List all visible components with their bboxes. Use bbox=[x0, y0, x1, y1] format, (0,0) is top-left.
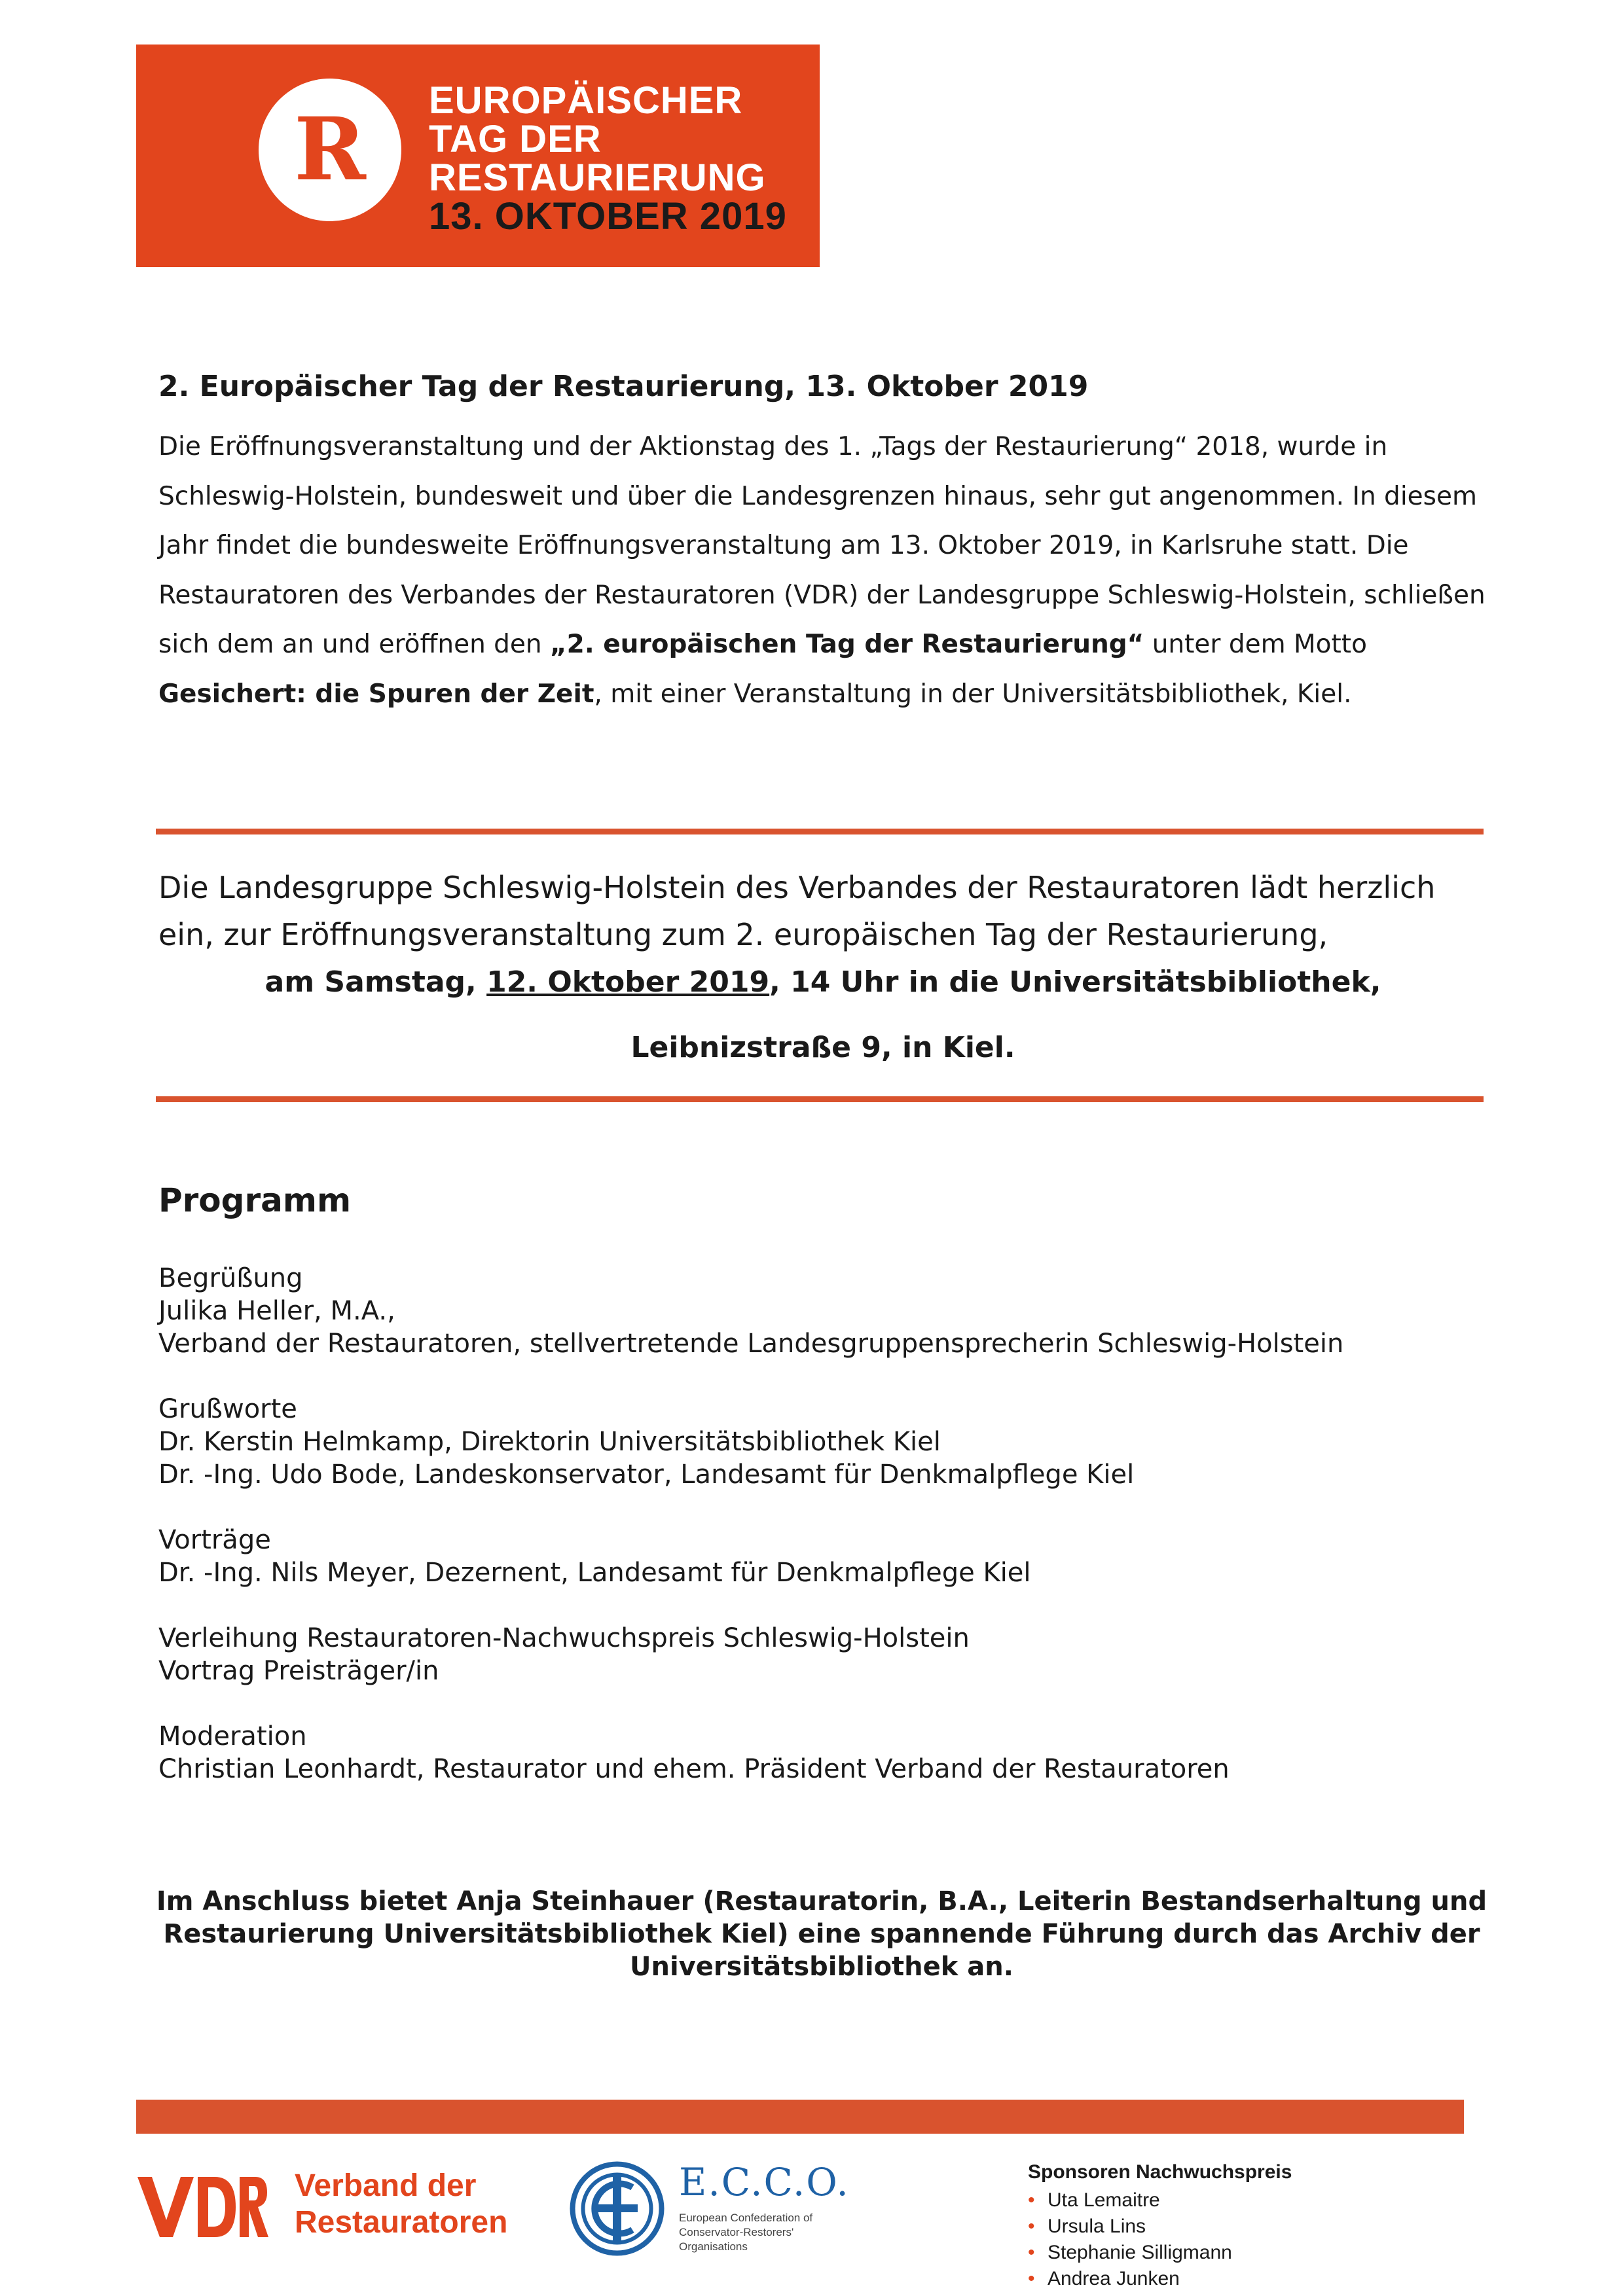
invitation-date: 12. Oktober 2019 bbox=[486, 965, 770, 999]
vdr-logo bbox=[137, 2174, 268, 2240]
intro-text-2: unter dem Motto bbox=[1144, 630, 1367, 659]
banner-line-2: TAG DER bbox=[429, 118, 602, 160]
vdr-name-line-2: Restauratoren bbox=[295, 2205, 508, 2240]
intro-text-3: , mit einer Veranstaltung in der Universitätsbibliothek, Kiel. bbox=[594, 679, 1352, 709]
ecco-subtitle-line: Conservator-Restorers' bbox=[679, 2226, 794, 2238]
sponsor-item: • Andrea Junken bbox=[1028, 2266, 1232, 2292]
intro-paragraph bbox=[158, 422, 1494, 719]
programm-line: Vortrag Preisträger/in bbox=[158, 1656, 439, 1686]
ecco-subtitle bbox=[679, 2211, 812, 2254]
intro-heading: 2. Europäischer Tag der Restaurierung, 13. Oktober 2019 bbox=[158, 370, 1089, 403]
programm-line: Christian Leonhardt, Restaurator und ehem. Präsident Verband der Restauratoren bbox=[158, 1754, 1230, 1784]
programm-line: Dr. -Ing. Nils Meyer, Dezernent, Landesamt für Denkmalpflege Kiel bbox=[158, 1558, 1031, 1588]
divider-top bbox=[156, 829, 1484, 834]
sponsor-item: • Stephanie Silligmann bbox=[1028, 2240, 1232, 2266]
programm-group-moderation bbox=[158, 1720, 1343, 1785]
ecco-subtitle-line: Organisations bbox=[679, 2240, 748, 2253]
programm-group-verleihung bbox=[158, 1622, 1343, 1687]
vdr-name bbox=[295, 2168, 507, 2241]
logo-letter: R bbox=[294, 99, 366, 200]
sponsors-list bbox=[1028, 2187, 1232, 2292]
programm-line: Dr. -Ing. Udo Bode, Landeskonservator, Landesamt für Denkmalpflege Kiel bbox=[158, 1460, 1135, 1490]
programm-group-grussworte bbox=[158, 1393, 1343, 1491]
footer-bar bbox=[136, 2100, 1464, 2134]
banner-line-1: EUROPÄISCHER bbox=[429, 79, 743, 122]
programm-heading: Programm bbox=[158, 1181, 352, 1219]
divider-bottom bbox=[156, 1096, 1484, 1102]
invitation-text: Die Landesgruppe Schleswig-Holstein des Verbandes der Restauratoren lädt herzlich ein, zur Eröffnungsveranstaltung zum 2. europäischen Tag der Restaurierung, bbox=[158, 870, 1436, 952]
invitation-address: Leibnizstraße 9, in Kiel. bbox=[630, 1031, 1015, 1064]
invitation-date-prefix: am Samstag, bbox=[264, 965, 487, 999]
programm-line: Julika Heller, M.A., bbox=[158, 1296, 395, 1326]
sponsors-title: Sponsoren Nachwuchspreis bbox=[1028, 2161, 1292, 2183]
intro-bold-title: „2. europäischen Tag der Restaurierung“ bbox=[550, 630, 1144, 659]
programm-line: Moderation bbox=[158, 1721, 307, 1751]
ecco-name: E.C.C.O. bbox=[679, 2160, 850, 2204]
vdr-name-line-1: Verband der bbox=[295, 2168, 477, 2203]
intro-text-1: Die Eröffnungsveranstaltung und der Aktionstag des 1. „Tags der Restaurierung“ 2018, wurde in Schleswig-Holstein, bundesweit und über die Landesgrenzen hinaus, sehr gut angenommen. In diesem Jahr findet die bundesweite Eröffnungsveranstaltung am 13. Oktober 2019, in Karlsruhe statt. Die Restauratoren des Verbandes der Restauratoren (VDR) der Landesgruppe Schleswig-Holstein, schließen sich dem an und eröffnen den bbox=[158, 432, 1486, 659]
tag-der-restaurierung-logo bbox=[259, 79, 401, 221]
programm-line: Begrüßung bbox=[158, 1263, 303, 1293]
programm-line: Vorträge bbox=[158, 1525, 271, 1555]
ecco-logo bbox=[570, 2161, 665, 2256]
invitation-venue: , 14 Uhr in die Universitätsbibliothek, bbox=[769, 965, 1381, 999]
programm-list bbox=[158, 1262, 1343, 1818]
ecco-subtitle-line: European Confederation of bbox=[679, 2212, 813, 2224]
programm-line: Grußworte bbox=[158, 1394, 297, 1424]
programm-line: Verband der Restauratoren, stellvertretende Landesgruppensprecherin Schleswig-Holstein bbox=[158, 1329, 1344, 1359]
banner-line-3: RESTAURIERUNG bbox=[429, 156, 766, 199]
sponsor-item: • Ursula Lins bbox=[1028, 2214, 1232, 2240]
banner-date: 13. OKTOBER 2019 bbox=[429, 195, 787, 238]
invitation-date-line bbox=[158, 965, 1487, 999]
closing-note: Im Anschluss bietet Anja Steinhauer (Restauratorin, B.A., Leiterin Bestandserhaltung und Restaurierung Universitätsbibliothek Kiel) eine spannende Führung durch das Archiv der Universitätsbibliothek an. bbox=[156, 1886, 1487, 1982]
sponsor-item: • Uta Lemaitre bbox=[1028, 2187, 1232, 2214]
programm-line: Dr. Kerstin Helmkamp, Direktorin Universitätsbibliothek Kiel bbox=[158, 1427, 941, 1457]
programm-group-vortraege bbox=[158, 1524, 1343, 1589]
programm-group-begruessung bbox=[158, 1262, 1343, 1360]
intro-motto: Gesichert: die Spuren der Zeit bbox=[158, 679, 594, 709]
programm-line: Verleihung Restauratoren-Nachwuchspreis Schleswig-Holstein bbox=[158, 1623, 970, 1653]
